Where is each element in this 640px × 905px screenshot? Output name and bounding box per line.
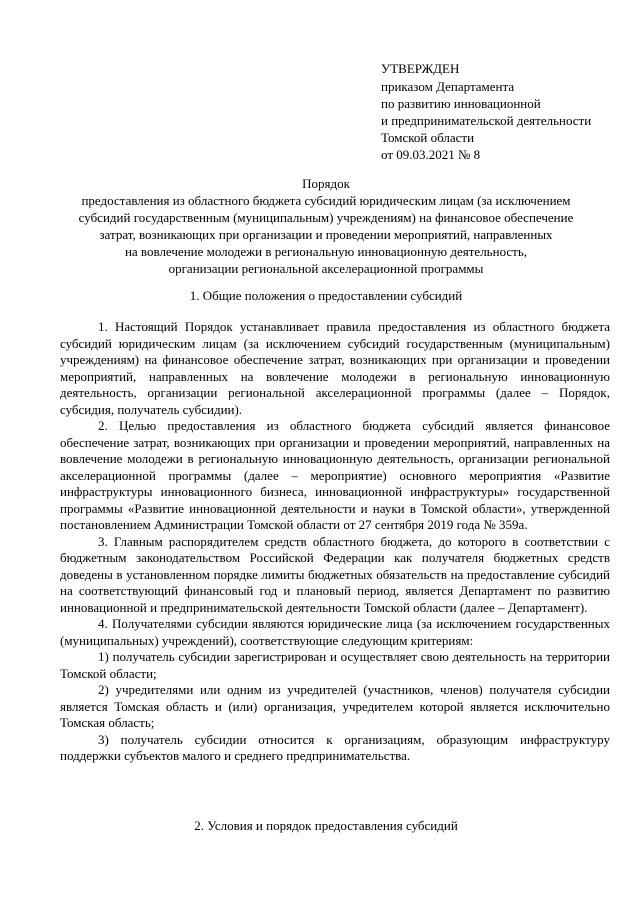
approval-line: от 09.03.2021 № 8 — [381, 147, 481, 162]
approval-line: Томской области — [381, 130, 475, 145]
approval-line: приказом Департамента — [381, 79, 515, 94]
title-line: на вовлечение молодежи в региональную инновационную деятельность, — [124, 244, 528, 259]
paragraph-2: 2. Целью предоставления из областного бюджета субсидий является финансовое обеспечение затрат, возникающих при организации и проведении мероприятий, направленных на вовлечение молодежи в региональную инновационную деятельность, организации региональной акселерационной программы (далее – мероприятие) основного мероприятия «Развитие инфраструктуры инновационного бизнеса, инновационной инфраструктуры» государственной программы «Развитие инновационной деятельности и науки в Томской области», утвержденной постановлением Администрации Томской области от 27 сентября 2019 года № 359а. — [60, 418, 610, 532]
section-1-heading: 1. Общие положения о предоставлении субсидий — [189, 288, 463, 303]
approval-line: и предпринимательской деятельности — [381, 113, 592, 128]
title-line: организации региональной акселерационной программы — [168, 261, 484, 276]
paragraph-1: 1. Настоящий Порядок устанавливает правила предоставления из областного бюджета субсидий юридическим лицам (за исключением субсидий государственным (муниципальным) учреждениям) на финансовое обеспечение затрат, возникающих при организации и проведении мероприятий, направленных на вовлечение молодежи в региональную инновационную деятельность, организации региональной акселерационной программы (далее – Порядок, субсидия, получатель субсидии). — [60, 319, 610, 417]
title-line: субсидий государственным (муниципальным) учреждениям) на финансовое обеспечение — [78, 210, 574, 225]
section-1-body — [60, 319, 610, 765]
criterion-2: 2) учредителями или одним из учредителей (участников, членов) получателя субсидии является Томская область и (или) организация, учредителем которой является исключительно Томская область; — [60, 682, 610, 730]
paragraph-3: 3. Главным распорядителем средств областного бюджета, до которого в соответствии с бюджетным законодательством Российской Федерации как получателя бюджетных средств доведены в установленном порядке лимиты бюджетных обязательств на предоставление субсидий на соответствующий финансовый год и плановый период, является Департамент по развитию инновационной и предпринимательской деятельности Томской области (далее – Департамент). — [60, 533, 610, 615]
criterion-3: 3) получатель субсидии относится к организациям, образующим инфраструктуру поддержки субъектов малого и среднего предпринимательства. — [60, 731, 610, 763]
criterion-1: 1) получатель субсидии зарегистрирован и осуществляет свою деятельность на территории Томской области; — [60, 649, 610, 681]
title-line: предоставления из областного бюджета субсидий юридическим лицам (за исключением — [81, 193, 571, 208]
approval-block — [381, 60, 591, 163]
title-line: затрат, возникающих при организации и проведении мероприятий, направленных — [99, 227, 553, 242]
title-heading: Порядок — [302, 176, 350, 191]
approval-line: по развитию инновационной — [381, 96, 541, 111]
document-title — [60, 175, 592, 277]
paragraph-4: 4. Получателями субсидии являются юридические лица (за исключением государственных (муниципальных) учреждений), соответствующие следующим критериям: — [60, 616, 610, 648]
section-2-heading: 2. Условия и порядок предоставления субсидий — [194, 818, 458, 833]
approval-heading: УТВЕРЖДЕН — [381, 61, 460, 76]
